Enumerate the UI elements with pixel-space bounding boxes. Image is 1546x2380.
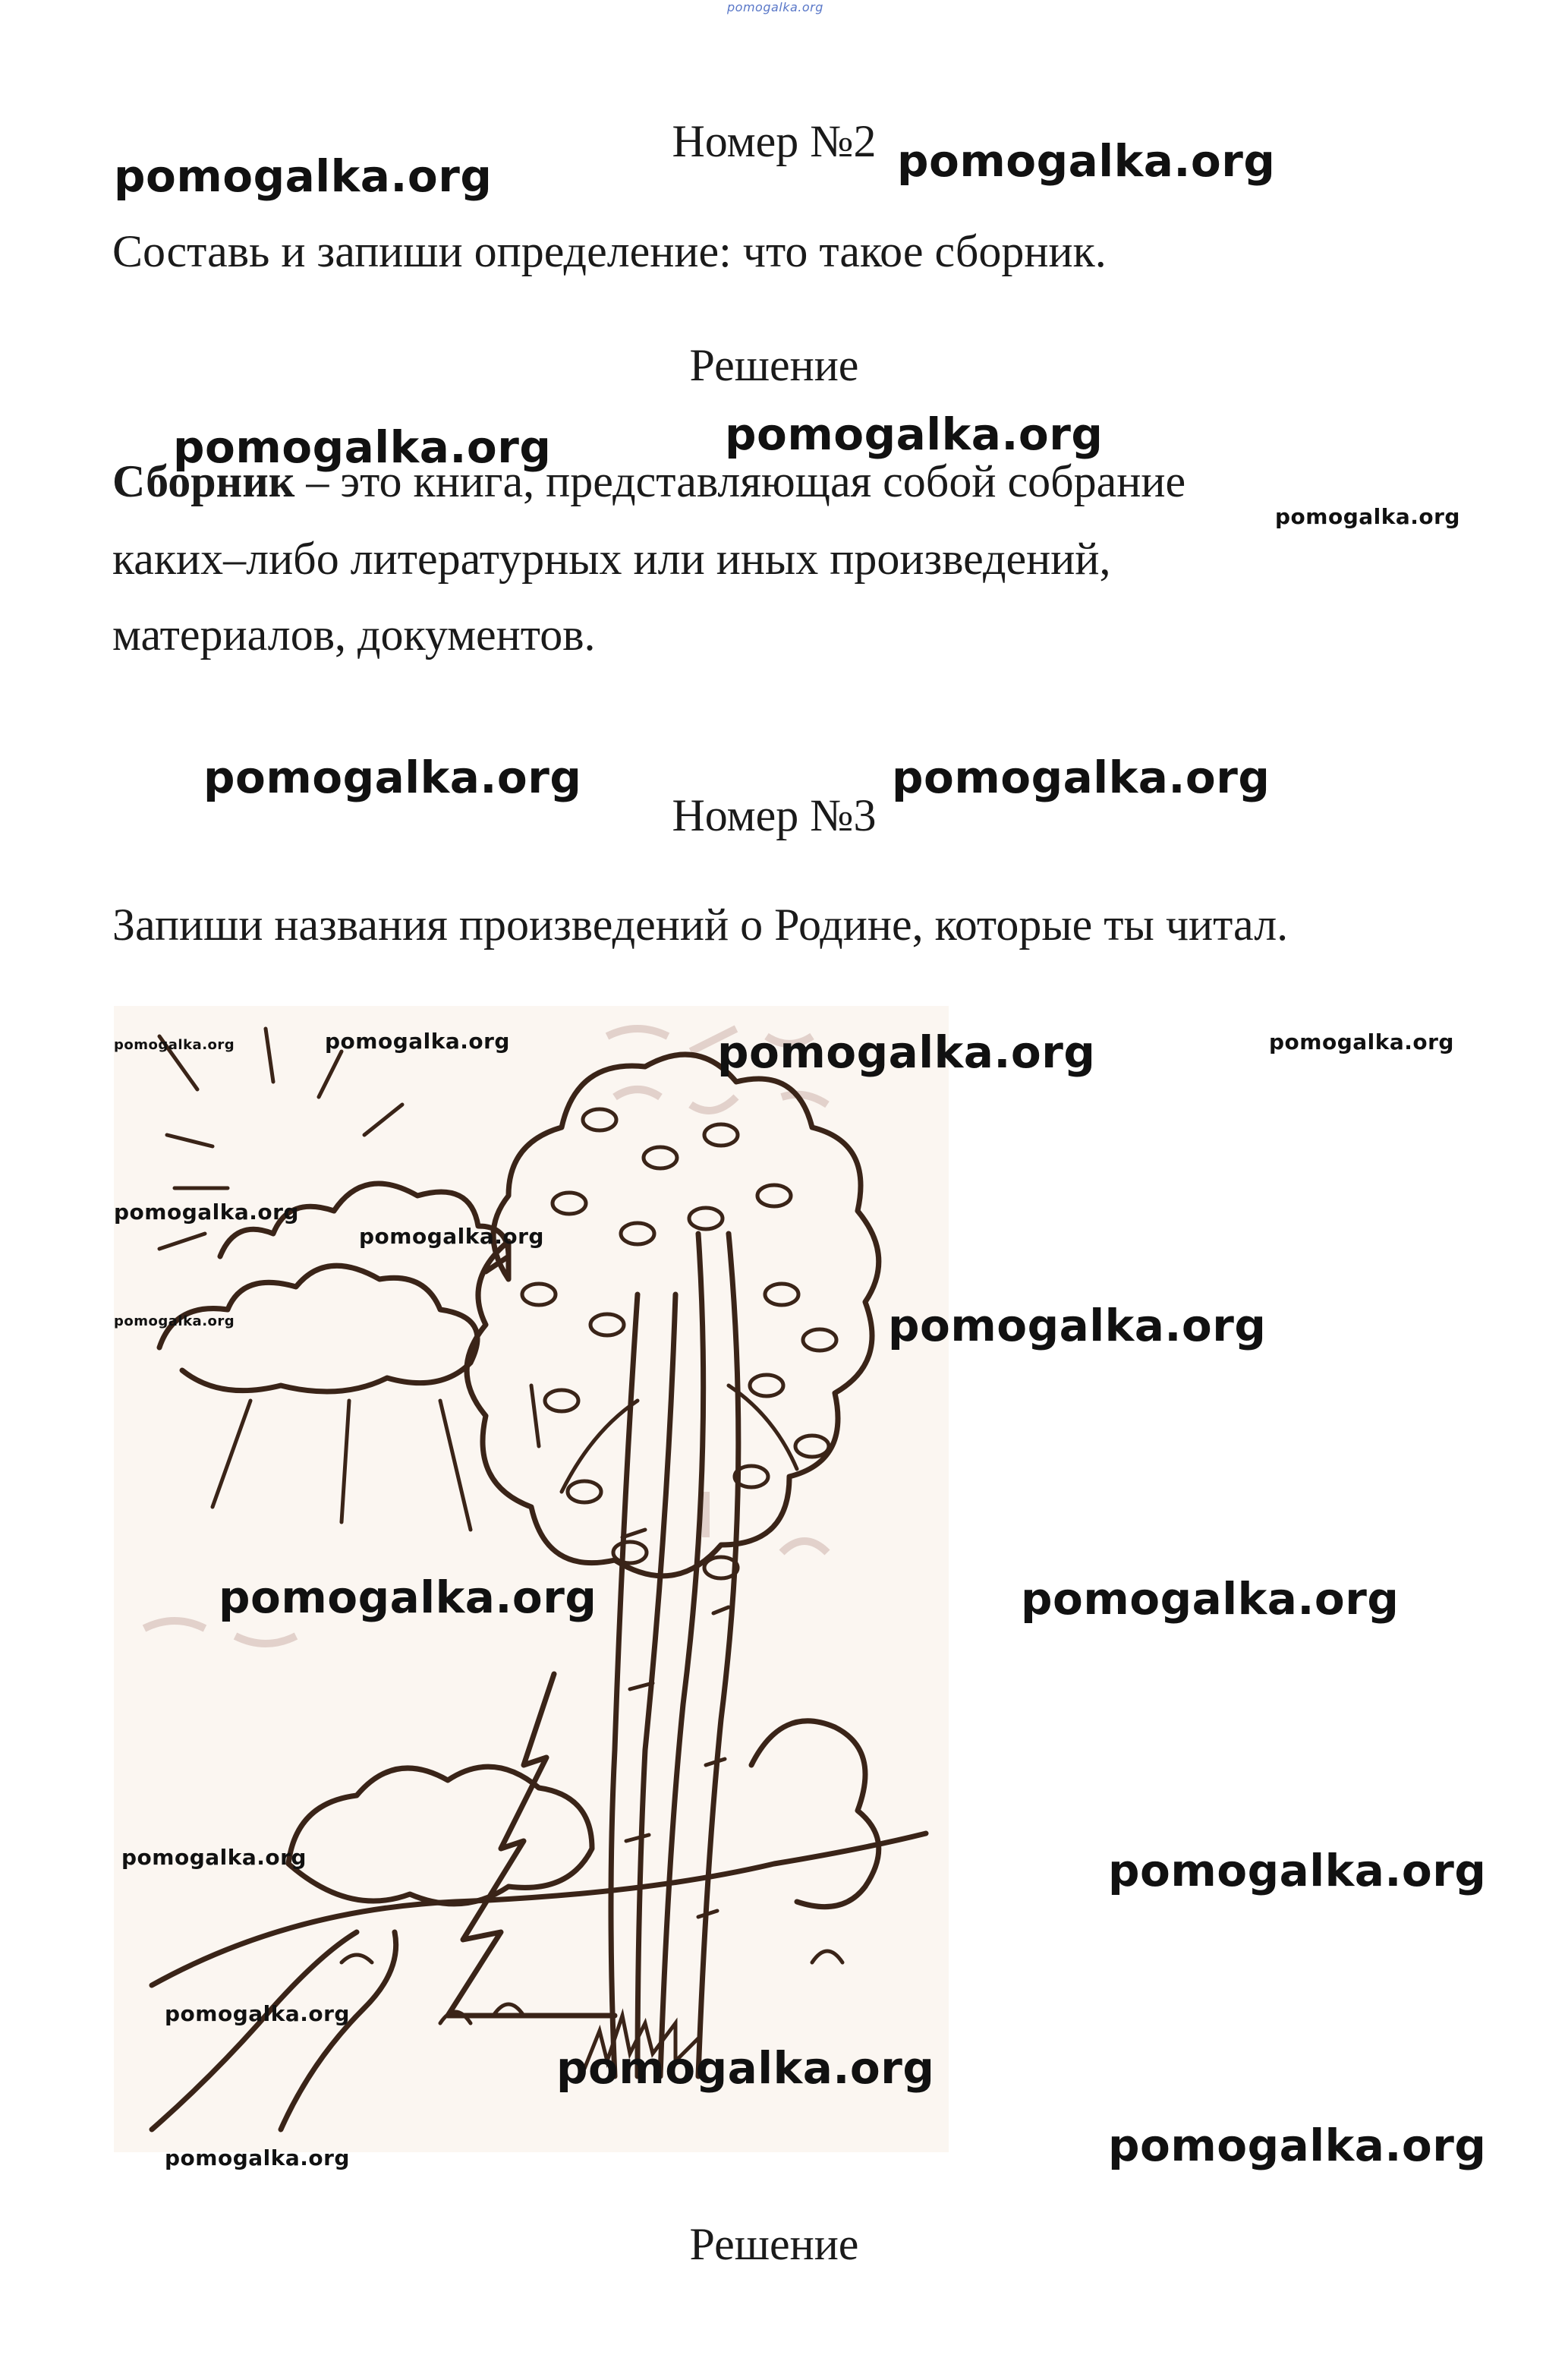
task2-question: Составь и запиши определение: что такое сборник. bbox=[112, 226, 1107, 276]
watermark: pomogalka.org bbox=[114, 1199, 299, 1225]
watermark: pomogalka.org bbox=[121, 1845, 307, 1870]
watermark: pomogalka.org bbox=[1269, 1029, 1454, 1054]
task3-question: Запиши названия произведений о Родине, которые ты читал. bbox=[112, 900, 1289, 950]
watermark: pomogalka.org bbox=[888, 1300, 1267, 1351]
watermark: pomogalka.org bbox=[219, 1571, 597, 1623]
task2-title: Номер №2 bbox=[672, 116, 877, 166]
watermark: pomogalka.org bbox=[165, 2001, 350, 2026]
watermark: pomogalka.org bbox=[1275, 504, 1460, 529]
task3-title: Номер №3 bbox=[672, 790, 877, 840]
definition-text: – это книга, представляющая собой собрание bbox=[294, 456, 1186, 506]
task2-solution-label: Решение bbox=[689, 340, 859, 390]
watermark: pomogalka.org bbox=[203, 752, 582, 803]
watermark: pomogalka.org bbox=[114, 1037, 235, 1053]
watermark: pomogalka.org bbox=[359, 1224, 544, 1249]
watermark: pomogalka.org bbox=[717, 1026, 1096, 1078]
definition-term: Сборник bbox=[112, 456, 295, 506]
watermark: pomogalka.org bbox=[1108, 2120, 1487, 2171]
watermark: pomogalka.org bbox=[556, 2042, 935, 2094]
watermark: pomogalka.org bbox=[897, 135, 1276, 187]
watermark: pomogalka.org bbox=[114, 150, 493, 202]
watermark: pomogalka.org bbox=[1021, 1573, 1400, 1625]
watermark: pomogalka.org bbox=[325, 1029, 510, 1054]
watermark: pomogalka.org bbox=[173, 421, 552, 473]
watermark-top: pomogalka.org bbox=[727, 0, 823, 14]
watermark: pomogalka.org bbox=[725, 408, 1104, 460]
task2-definition-line3: материалов, документов. bbox=[112, 610, 596, 660]
watermark: pomogalka.org bbox=[165, 2145, 350, 2170]
task2-definition-line2: каких–либо литературных или иных произведений, bbox=[112, 534, 1111, 584]
task3-solution-label: Решение bbox=[689, 2219, 859, 2269]
watermark: pomogalka.org bbox=[1108, 1845, 1487, 1896]
watermark: pomogalka.org bbox=[114, 1313, 235, 1329]
watermark: pomogalka.org bbox=[892, 752, 1270, 803]
